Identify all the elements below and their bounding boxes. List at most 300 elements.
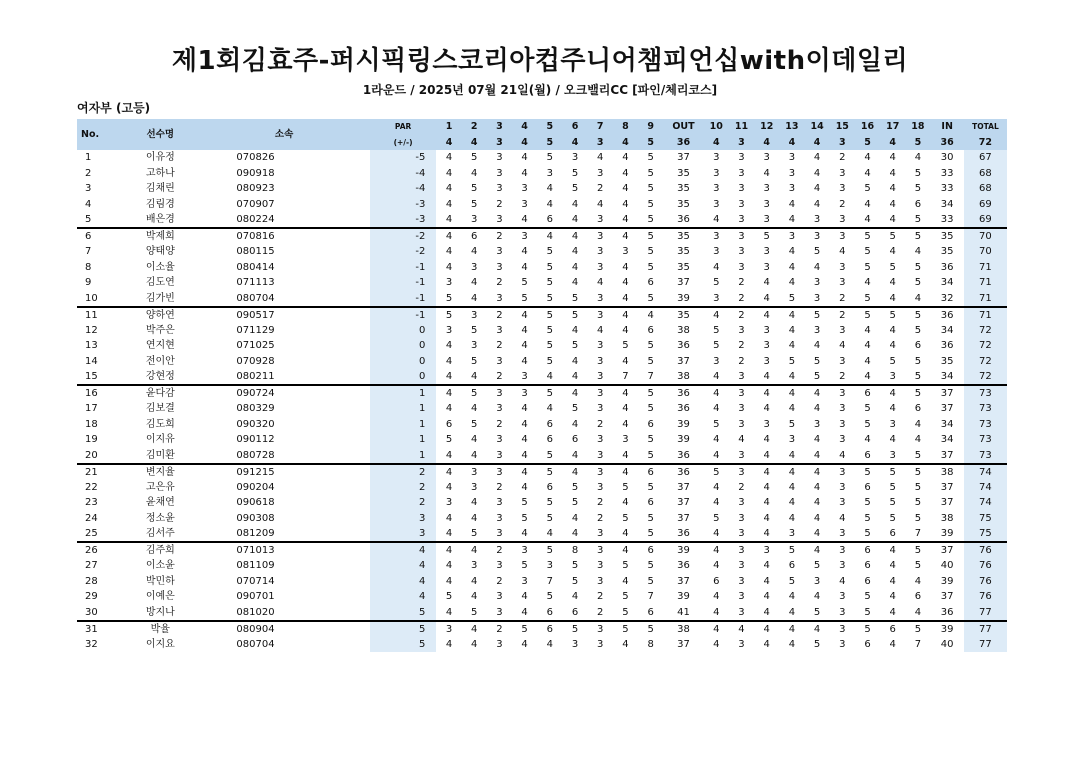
hole-score-cell: 3 — [813, 277, 821, 289]
in-total-cell: 34 — [940, 198, 954, 210]
hole-score-cell: 2 — [496, 623, 503, 635]
hole-score-cell: 5 — [864, 183, 871, 195]
hole-score-cell: 4 — [779, 212, 804, 228]
in-total-cell: 39 — [931, 526, 964, 542]
in-total-cell: 32 — [931, 291, 964, 307]
hole-score-cell: 3 — [496, 152, 503, 164]
hole-score-cell: 5 — [813, 246, 821, 258]
hole-score-cell: 4 — [462, 291, 487, 307]
hole-score-cell: 6 — [562, 605, 587, 621]
hole-score-cell: 5 — [521, 560, 528, 572]
rank-cell: 16 — [85, 388, 98, 399]
hole-score-cell: 5 — [788, 355, 796, 367]
player-name-cell: 이지유 — [145, 434, 175, 446]
affiliation-cell: 081109 — [236, 560, 275, 572]
hole-score-cell: 3 — [738, 324, 745, 336]
hole-score-cell: 4 — [713, 261, 720, 273]
hole-score-cell: 5 — [805, 369, 830, 385]
affiliation-cell: 090618 — [236, 497, 275, 509]
total-score-cell: 77 — [964, 605, 1007, 621]
rank-cell: 9 — [85, 277, 92, 289]
hole-score-cell: 3 — [496, 246, 503, 258]
hole-score-cell: 4 — [571, 512, 579, 524]
hole-score-cell: 6 — [647, 418, 654, 430]
player-name-cell: 김보결 — [145, 403, 175, 415]
hole-score-cell: 3 — [496, 512, 503, 524]
table-row — [77, 621, 1007, 637]
header-par-diff: (+/-) — [370, 135, 437, 151]
hole-score-cell: 5 — [813, 309, 821, 321]
hole-score-cell: 3 — [471, 261, 478, 273]
hole-score-cell: 5 — [889, 466, 896, 478]
header-no: No. — [77, 119, 122, 150]
table-row — [77, 432, 1007, 448]
hole-score-cell: 3 — [588, 369, 613, 385]
out-total-cell: 36 — [677, 560, 690, 572]
hole-score-cell: 4 — [546, 198, 553, 210]
out-total-cell: 35 — [677, 198, 690, 210]
hole-score-cell: 3 — [445, 497, 453, 509]
hole-score-cell: 4 — [889, 638, 896, 650]
total-score-cell: 72 — [964, 354, 1007, 370]
hole-score-cell: 4 — [914, 575, 922, 587]
hole-score-cell: 5 — [788, 575, 796, 587]
hole-score-cell: 3 — [622, 246, 629, 258]
rank-cell: 28 — [85, 575, 98, 587]
hole-score-cell: 4 — [445, 575, 453, 587]
hole-score-cell: 3 — [597, 403, 604, 415]
hole-score-cell: 6 — [647, 324, 654, 336]
hole-score-cell: 5 — [914, 512, 922, 524]
hole-score-cell: 5 — [647, 355, 654, 367]
hole-score-cell: 5 — [864, 497, 871, 509]
hole-score-cell: 4 — [471, 512, 478, 524]
hole-score-cell: 6 — [880, 526, 905, 542]
total-score-cell: 69 — [964, 212, 1007, 228]
player-name-cell: 연지현 — [145, 340, 175, 352]
hole-score-cell: 4 — [779, 605, 804, 621]
hole-score-cell: 4 — [562, 212, 587, 228]
hole-score-cell: 4 — [704, 369, 729, 385]
hole-score-cell: 4 — [788, 512, 796, 524]
hole-score-cell: 6 — [914, 198, 922, 210]
hole-score-cell: 3 — [496, 167, 503, 179]
par-diff-cell: 5 — [370, 637, 437, 653]
par-diff-cell: 5 — [370, 605, 437, 621]
hole-score-cell: 3 — [839, 403, 846, 415]
hole-score-cell: 4 — [889, 575, 896, 587]
header-hole-par: 4 — [512, 135, 537, 151]
hole-score-cell: 5 — [889, 355, 896, 367]
hole-score-cell: 4 — [763, 623, 770, 635]
hole-score-cell: 4 — [562, 526, 587, 542]
hole-score-cell: 4 — [754, 605, 779, 621]
out-total-cell: 36 — [677, 340, 690, 352]
hole-score-cell: 4 — [864, 324, 871, 336]
hole-score-cell: 3 — [729, 526, 754, 542]
hole-score-cell: 5 — [647, 560, 654, 572]
hole-score-cell: 4 — [738, 623, 745, 635]
hole-score-cell: 5 — [647, 261, 654, 273]
hole-score-cell: 4 — [889, 277, 896, 289]
hole-score-cell: 2 — [738, 340, 745, 352]
in-total-cell: 37 — [940, 545, 954, 556]
hole-score-cell: 4 — [813, 434, 821, 446]
hole-score-cell: 2 — [496, 418, 503, 430]
hole-score-cell: 4 — [436, 448, 461, 464]
hole-score-cell: 3 — [754, 212, 779, 228]
hole-score-cell: 4 — [889, 388, 896, 399]
hole-score-cell: 5 — [647, 512, 654, 524]
player-name-cell: 이유정 — [145, 152, 175, 164]
total-score-cell: 73 — [964, 385, 1007, 401]
hole-score-cell: 5 — [571, 340, 579, 352]
hole-score-cell: 5 — [813, 355, 821, 367]
total-score-cell: 68 — [964, 181, 1007, 197]
hole-score-cell: 4 — [471, 545, 478, 556]
hole-score-cell: 3 — [839, 183, 846, 195]
hole-score-cell: 4 — [471, 246, 478, 258]
affiliation-cell: 081020 — [198, 605, 369, 621]
header-hole-par: 5 — [855, 135, 880, 151]
hole-score-cell: 3 — [738, 545, 745, 556]
hole-score-cell: 8 — [647, 638, 654, 650]
rank-cell: 29 — [85, 591, 98, 603]
hole-score-cell: 3 — [729, 212, 754, 228]
hole-score-cell: 5 — [546, 340, 553, 352]
hole-score-cell: 7 — [638, 369, 663, 385]
hole-score-cell: 5 — [647, 575, 654, 587]
hole-score-cell: 4 — [571, 591, 579, 603]
player-name-cell: 윤채연 — [145, 497, 175, 509]
hole-score-cell: 5 — [914, 481, 922, 493]
hole-score-cell: 4 — [738, 434, 745, 446]
hole-score-cell: 3 — [839, 466, 846, 478]
hole-score-cell: 5 — [855, 605, 880, 621]
header-hole-par: 36 — [931, 135, 964, 151]
hole-score-cell: 5 — [914, 355, 922, 367]
hole-score-cell: 4 — [471, 497, 478, 509]
in-total-cell: 35 — [940, 246, 954, 258]
hole-score-cell: 4 — [613, 448, 638, 464]
hole-score-cell: 4 — [622, 638, 629, 650]
hole-score-cell: 3 — [521, 388, 528, 399]
hole-score-cell: 5 — [546, 497, 553, 509]
hole-score-cell: 4 — [788, 481, 796, 493]
hole-score-cell: 4 — [445, 355, 453, 367]
hole-score-cell: 3 — [471, 481, 478, 493]
total-score-cell: 76 — [964, 574, 1007, 590]
hole-score-cell: 4 — [471, 167, 478, 179]
par-diff-cell: -4 — [370, 166, 437, 182]
hole-score-cell: 6 — [864, 638, 871, 650]
hole-score-cell: 5 — [471, 388, 478, 399]
player-name-cell: 김도연 — [145, 277, 175, 289]
in-total-cell: 38 — [940, 512, 954, 524]
table-row — [77, 369, 1007, 385]
hole-score-cell: 4 — [889, 152, 896, 164]
hole-score-cell: 4 — [546, 638, 553, 650]
hole-score-cell: 5 — [805, 605, 830, 621]
table-row — [77, 150, 1007, 166]
player-name-cell: 윤다감 — [145, 388, 175, 399]
hole-score-cell: 4 — [839, 512, 846, 524]
hole-score-cell: 4 — [763, 388, 770, 399]
header-out: OUT — [663, 119, 703, 135]
hole-score-cell: 6 — [647, 466, 654, 478]
rank-cell: 24 — [85, 512, 98, 524]
hole-score-cell: 5 — [638, 212, 663, 228]
hole-score-cell: 4 — [788, 497, 796, 509]
hole-score-cell: 5 — [521, 277, 528, 289]
hole-score-cell: 3 — [839, 388, 846, 399]
hole-score-cell: 4 — [571, 198, 579, 210]
hole-score-cell: 4 — [864, 434, 871, 446]
hole-score-cell: 4 — [839, 575, 846, 587]
hole-score-cell: 4 — [445, 198, 453, 210]
hole-score-cell: 4 — [813, 261, 821, 273]
in-total-cell: 34 — [940, 324, 954, 336]
hole-score-cell: 4 — [622, 152, 629, 164]
total-score-cell: 73 — [964, 432, 1007, 448]
in-total-cell: 37 — [940, 481, 954, 493]
hole-score-cell: 5 — [546, 309, 553, 321]
hole-score-cell: 4 — [622, 167, 629, 179]
hole-score-cell: 4 — [445, 183, 453, 195]
hole-score-cell: 6 — [864, 388, 871, 399]
hole-score-cell: 2 — [839, 152, 846, 164]
hole-score-cell: 5 — [571, 167, 579, 179]
rank-cell: 1 — [85, 152, 92, 164]
table-row — [77, 228, 1007, 244]
hole-score-cell: 3 — [839, 324, 846, 336]
rank-cell: 15 — [77, 369, 122, 385]
rank-cell: 18 — [85, 418, 98, 430]
player-name-cell: 전이안 — [145, 355, 175, 367]
hole-score-cell: 4 — [521, 261, 528, 273]
hole-score-cell: 3 — [487, 448, 512, 464]
out-total-cell: 39 — [663, 291, 703, 307]
hole-score-cell: 4 — [813, 388, 821, 399]
hole-score-cell: 4 — [597, 324, 604, 336]
hole-score-cell: 4 — [521, 309, 528, 321]
hole-score-cell: 3 — [588, 291, 613, 307]
hole-score-cell: 4 — [763, 466, 770, 478]
hole-score-cell: 5 — [713, 466, 720, 478]
header-hole: 2 — [462, 119, 487, 135]
hole-score-cell: 3 — [738, 403, 745, 415]
out-total-cell: 35 — [677, 261, 690, 273]
affiliation-cell: 080329 — [236, 403, 275, 415]
player-name-cell: 이소윤 — [145, 560, 175, 572]
hole-score-cell: 3 — [496, 638, 503, 650]
hole-score-cell: 2 — [830, 369, 855, 385]
hole-score-cell: 4 — [889, 183, 896, 195]
hole-score-cell: 4 — [562, 448, 587, 464]
hole-score-cell: 8 — [571, 545, 579, 556]
hole-score-cell: 2 — [597, 512, 604, 524]
header-hole: 13 — [779, 119, 804, 135]
hole-score-cell: 4 — [622, 309, 629, 321]
par-diff-cell: 1 — [370, 401, 437, 417]
in-total-cell: 39 — [940, 575, 954, 587]
hole-score-cell: 3 — [729, 448, 754, 464]
header-row-holes — [77, 119, 1007, 135]
hole-score-cell: 3 — [839, 638, 846, 650]
hole-score-cell: 5 — [638, 526, 663, 542]
in-total-cell: 37 — [940, 403, 954, 415]
hole-score-cell: 4 — [445, 246, 453, 258]
in-total-cell: 35 — [940, 231, 954, 242]
hole-score-cell: 3 — [546, 560, 553, 572]
hole-score-cell: 4 — [763, 434, 770, 446]
hole-score-cell: 3 — [763, 198, 770, 210]
hole-score-cell: 4 — [471, 638, 478, 650]
hole-score-cell: 5 — [788, 545, 796, 556]
hole-score-cell: 6 — [546, 434, 553, 446]
out-total-cell: 37 — [677, 355, 690, 367]
hole-score-cell: 3 — [597, 261, 604, 273]
hole-score-cell: 5 — [713, 324, 720, 336]
hole-score-cell: 4 — [597, 152, 604, 164]
total-score-cell: 73 — [964, 417, 1007, 433]
total-score-cell: 76 — [964, 558, 1007, 574]
header-hole-par: 4 — [805, 135, 830, 151]
total-score-cell: 76 — [964, 589, 1007, 605]
hole-score-cell: 4 — [622, 355, 629, 367]
hole-score-cell: 5 — [521, 512, 528, 524]
header-hole: 4 — [512, 119, 537, 135]
hole-score-cell: 3 — [738, 246, 745, 258]
hole-score-cell: 4 — [813, 481, 821, 493]
hole-score-cell: 4 — [613, 291, 638, 307]
hole-score-cell: 3 — [738, 231, 745, 242]
hole-score-cell: 7 — [546, 575, 553, 587]
hole-score-cell: 4 — [471, 575, 478, 587]
affiliation-cell: 071129 — [236, 324, 275, 336]
par-diff-cell: -1 — [370, 275, 437, 291]
par-diff-cell: 4 — [370, 574, 437, 590]
header-hole: 6 — [562, 119, 587, 135]
header-hole: 12 — [754, 119, 779, 135]
total-score-cell: 70 — [964, 244, 1007, 260]
hole-score-cell: 3 — [839, 167, 846, 179]
hole-score-cell: 7 — [914, 638, 922, 650]
hole-score-cell: 3 — [830, 605, 855, 621]
hole-score-cell: 4 — [813, 466, 821, 478]
hole-score-cell: 4 — [713, 309, 720, 321]
hole-score-cell: 5 — [613, 605, 638, 621]
hole-score-cell: 3 — [496, 183, 503, 195]
hole-score-cell: 4 — [889, 246, 896, 258]
hole-score-cell: 3 — [788, 152, 796, 164]
table-row — [77, 542, 1007, 558]
hole-score-cell: 4 — [704, 526, 729, 542]
out-total-cell: 37 — [677, 277, 690, 289]
table-row — [77, 291, 1007, 307]
hole-score-cell: 4 — [788, 198, 796, 210]
hole-score-cell: 4 — [864, 198, 871, 210]
table-row — [77, 354, 1007, 370]
hole-score-cell: 5 — [445, 591, 453, 603]
player-name-cell: 양태양 — [145, 246, 175, 258]
player-name-cell: 김도희 — [145, 418, 175, 430]
hole-score-cell: 5 — [864, 309, 871, 321]
in-total-cell: 37 — [940, 388, 954, 399]
header-hole-par: 4 — [880, 135, 905, 151]
hole-score-cell: 4 — [754, 369, 779, 385]
hole-score-cell: 5 — [647, 340, 654, 352]
rank-cell: 22 — [85, 481, 98, 493]
hole-score-cell: 5 — [471, 198, 478, 210]
player-name-cell: 정소윤 — [145, 512, 175, 524]
hole-score-cell: 4 — [855, 369, 880, 385]
in-total-cell: 34 — [940, 418, 954, 430]
table-row — [77, 181, 1007, 197]
total-score-cell: 76 — [964, 542, 1007, 558]
player-name-cell: 김주희 — [145, 545, 175, 556]
in-total-cell: 38 — [940, 466, 954, 478]
hole-score-cell: 4 — [914, 418, 922, 430]
affiliation-cell: 090517 — [236, 309, 275, 321]
hole-score-cell: 3 — [597, 545, 604, 556]
hole-score-cell: 5 — [622, 512, 629, 524]
table-row — [77, 605, 1007, 621]
hole-score-cell: 3 — [738, 167, 745, 179]
hole-score-cell: 5 — [864, 418, 871, 430]
hole-score-cell: 3 — [546, 167, 553, 179]
affiliation-cell: 070907 — [236, 198, 275, 210]
player-name-cell: 박민하 — [145, 575, 175, 587]
hole-score-cell: 3 — [738, 198, 745, 210]
total-score-cell: 71 — [964, 275, 1007, 291]
affiliation-cell: 070928 — [236, 355, 275, 367]
in-total-cell: 34 — [940, 434, 954, 446]
hole-score-cell: 5 — [521, 497, 528, 509]
hole-score-cell: 3 — [763, 183, 770, 195]
hole-score-cell: 4 — [889, 545, 896, 556]
in-total-cell: 40 — [940, 560, 954, 572]
out-total-cell: 37 — [677, 481, 690, 493]
hole-score-cell: 4 — [436, 605, 461, 621]
hole-score-cell: 3 — [471, 560, 478, 572]
hole-score-cell: 5 — [546, 545, 553, 556]
table-row — [77, 323, 1007, 339]
hole-score-cell: 6 — [914, 591, 922, 603]
hole-score-cell: 7 — [905, 526, 930, 542]
out-total-cell: 37 — [677, 575, 690, 587]
in-total-cell: 36 — [931, 605, 964, 621]
header-hole-par: 4 — [613, 135, 638, 151]
hole-score-cell: 3 — [763, 355, 770, 367]
table-row — [77, 495, 1007, 511]
hole-score-cell: 3 — [830, 526, 855, 542]
player-name-cell: 이예은 — [145, 591, 175, 603]
hole-score-cell: 4 — [779, 448, 804, 464]
total-score-cell: 72 — [964, 369, 1007, 385]
header-hole: 10 — [704, 119, 729, 135]
affiliation-cell: 090724 — [236, 388, 275, 399]
hole-score-cell: 4 — [813, 403, 821, 415]
hole-score-cell: 4 — [905, 291, 930, 307]
hole-score-cell: 4 — [571, 466, 579, 478]
table-row — [77, 260, 1007, 276]
hole-score-cell: 3 — [713, 246, 720, 258]
hole-score-cell: 4 — [445, 340, 453, 352]
hole-score-cell: 3 — [713, 152, 720, 164]
par-diff-cell: 3 — [370, 526, 437, 542]
score-table-body — [77, 150, 1007, 652]
